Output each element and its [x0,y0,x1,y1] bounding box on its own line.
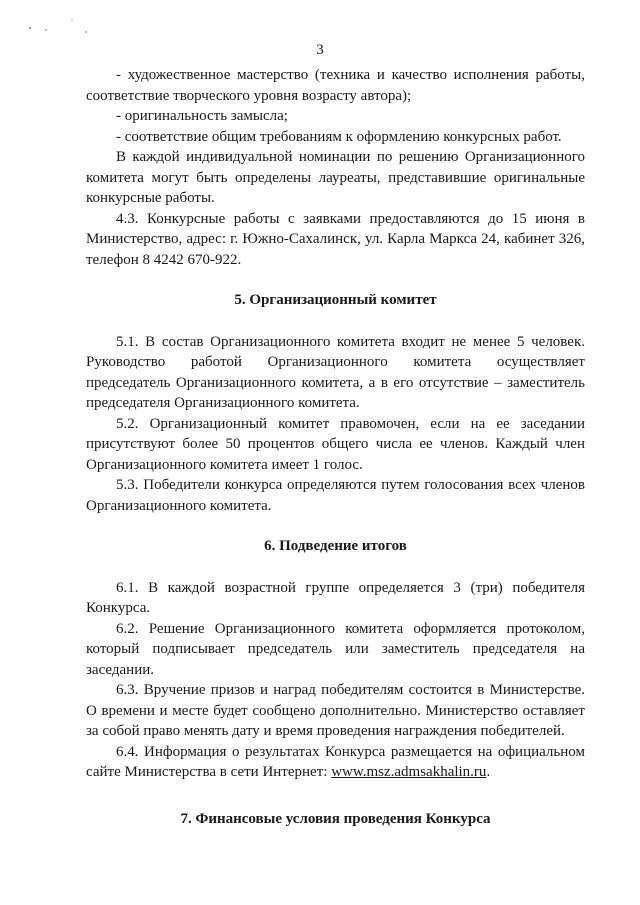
page-number: 3 [316,42,324,58]
paragraph-laureates: В каждой индивидуальной номинации по решению Организационного комитета могут быть определены лауреаты, представившие оригинальные конкурсные работы. [86,149,585,206]
paragraph-5-1: 5.1. В состав Организационного комитета входит не менее 5 человек. Руководство работой Организационного комитета осуществляет председатель Организационного комитета, а в его отсутствие – заместитель председателя Организационного комитета. [86,333,585,411]
paragraph-4-3: 4.3. Конкурсные работы с заявками предоставляются до 15 июня в Министерство, адрес: г. Южно-Сахалинск, ул. Карла Маркса 24, кабинет 326, телефон 8 4242 670-922. [86,210,585,268]
paragraph-6-4-end: . [486,764,491,780]
paragraph-6-3: 6.3. Вручение призов и наград победителям состоится в Министерстве. О времени и месте будет сообщено дополнительно. Министерство оставляет за собой право менять дату и время проведения награждения победителей. [86,682,585,739]
paragraph-5-3: 5.3. Победители конкурса определяются путем голосования всех членов Организационного комитета. [86,477,585,514]
scan-specks [28,14,108,34]
paragraph-6-4-text: 6.4. Информация о результатах Конкурса размещается на официальном сайте Министерства в сети Интернет: [86,743,585,780]
section-heading-5: 5. Организационный комитет [234,292,437,308]
paragraph-6-2: 6.2. Решение Организационного комитета оформляется протоколом, который подписывает председатель или заместитель председателя на заседании. [86,620,585,678]
criterion-bullet: - оригинальность замысла; [116,108,288,124]
paragraph-5-2: 5.2. Организационный комитет правомочен, если на ее заседании присутствуют более 50 процентов общего числа ее членов. Каждый член Организационного комитета имеет 1 голос. [86,415,585,473]
criterion-bullet: - соответствие общим требованиям к оформлению конкурсных работ. [116,128,562,145]
ministry-website-link[interactable]: www.msz.admsakhalin.ru [331,764,487,780]
section-heading-7: 7. Финансовые условия проведения Конкурса [180,810,491,827]
criterion-bullet: - художественное мастерство (техника и качество исполнения работы, соответствие творческого уровня возрасту автора); [86,67,585,104]
section-heading-6: 6. Подведение итогов [264,538,407,554]
paragraph-6-1: 6.1. В каждой возрастной группе определяется 3 (три) победителя Конкурса. [86,579,585,616]
document-body [86,65,585,829]
paragraph-6-4 [86,742,585,783]
